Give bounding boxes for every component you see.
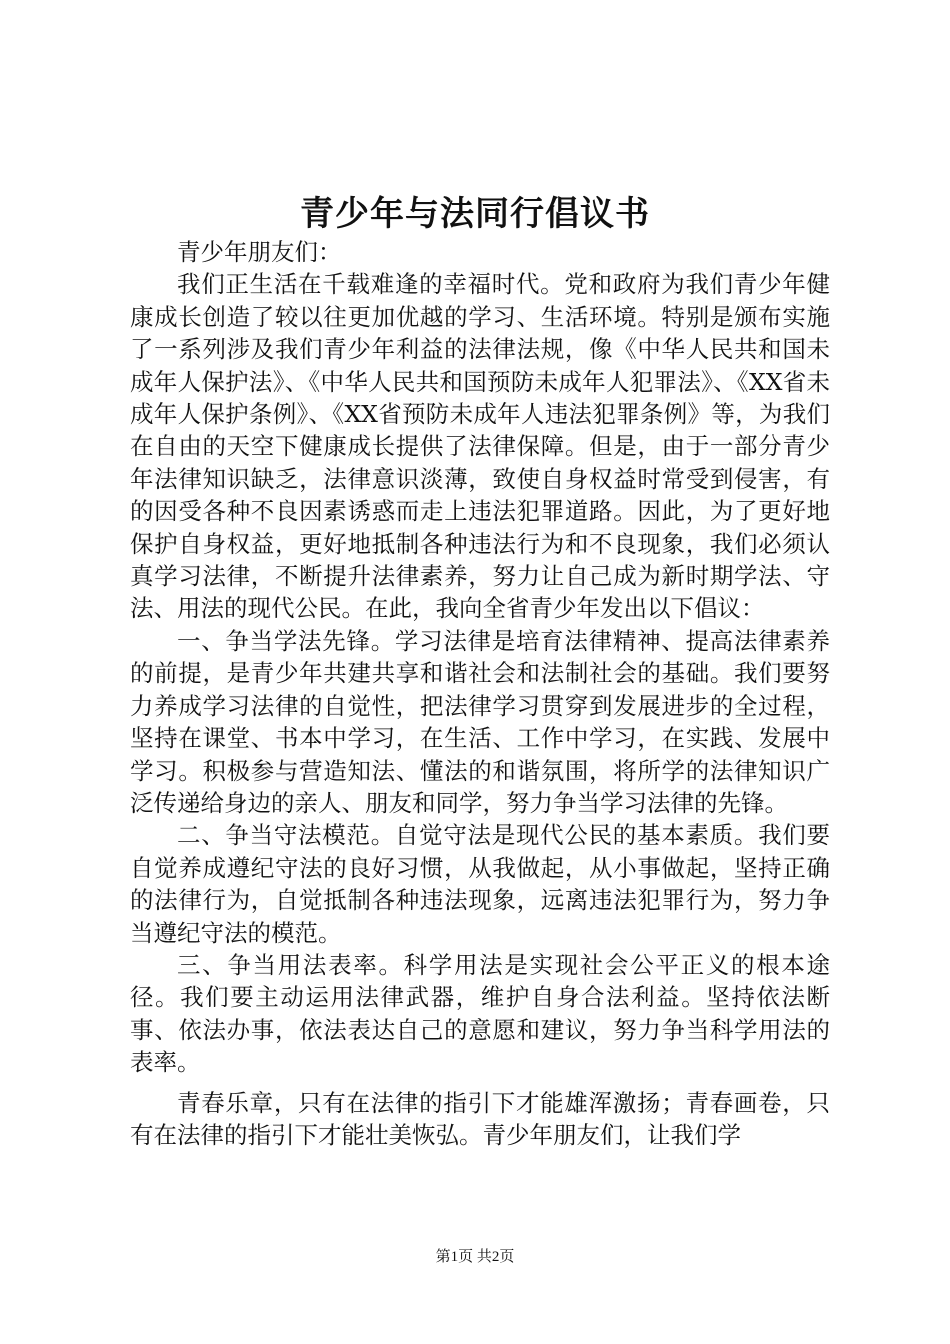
paragraph-item-3: 三、争当用法表率。科学用法是实现社会公平正义的根本途径。我们要主动运用法律武器，维护自身合法利益。坚持依法断事、依法办事，依法表达自己的意愿和建议，努力争当科学用法的表率。 [130,950,830,1077]
paragraph-item-2: 二、争当守法模范。自觉守法是现代公民的基本素质。我们要自觉养成遵纪守法的良好习惯，从我做起，从小事做起，坚持正确的法律行为，自觉抵制各种违法现象，远离违法犯罪行为，努力争当遵纪守法的模范。 [130,821,830,947]
document-body [130,236,830,1151]
paragraph-item-1: 一、争当学法先锋。学习法律是培育法律精神、提高法律素养的前提，是青少年共建共享和谐社会和法制社会的基础。我们要努力养成学习法律的自觉性，把法律学习贯穿到发展进步的全过程，坚持在课堂、书本中学习，在生活、工作中学习，在实践、发展中学习。积极参与营造知法、懂法的和谐氛围，将所学的法律知识广泛传递给身边的亲人、朋友和同学，努力争当学习法律的先锋。 [130,626,830,817]
paragraph-closing: 青春乐章，只有在法律的指引下才能雄浑激扬；青春画卷，只有在法律的指引下才能壮美恢弘。青少年朋友们，让我们学 [130,1088,830,1149]
salutation: 青少年朋友们： [177,238,342,266]
page-number-footer: 第1页 共2页 [435,1249,515,1265]
paragraph-intro: 我们正生活在千载难逢的幸福时代。党和政府为我们青少年健康成长创造了较以往更加优越的学习、生活环境。特别是颁布实施了一系列涉及我们青少年利益的法律法规，像《中华人民共和国未成年人保护法》、《中华人民共和国预防未成年人犯罪法》、《XX省未成年人保护条例》、《XX省预防未成年人违法犯罪条例》等，为我们在自由的天空下健康成长提供了法律保障。但是，由于一部分青少年法律知识缺乏，法律意识淡薄，致使自身权益时常受到侵害，有的因受各种不良因素诱惑而走上违法犯罪道路。因此，为了更好地保护自身权益，更好地抵制各种违法行为和不良现象，我们必须认真学习法律，不断提升法律素养，努力让自己成为新时期学法、守法、用法的现代公民。在此，我向全省青少年发出以下倡议： [130,270,830,623]
page-title: 青少年与法同行倡议书 [300,194,650,234]
